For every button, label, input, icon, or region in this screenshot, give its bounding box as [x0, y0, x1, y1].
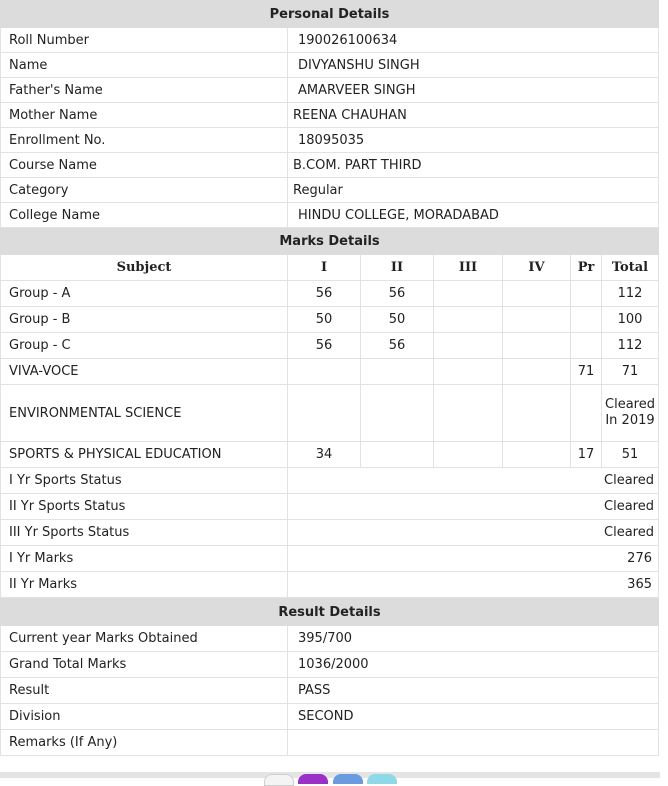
subject-cell: SPORTS & PHYSICAL EDUCATION	[1, 442, 288, 468]
total-cell: 71	[602, 359, 659, 385]
name-label: Name	[1, 53, 288, 78]
column-header-subject: Subject	[1, 255, 288, 281]
mother-name-value: REENA CHAUHAN	[288, 103, 659, 128]
paper-ii-cell	[361, 385, 434, 442]
subject-cell: Group - C	[1, 333, 288, 359]
name-value: DIVYANSHU SINGH	[288, 53, 659, 78]
table-row	[1, 153, 659, 178]
table-row	[1, 281, 659, 307]
practical-cell	[571, 281, 602, 307]
father-name-value: AMARVEER SINGH	[288, 78, 659, 103]
paper-iv-cell	[503, 333, 571, 359]
paper-iv-cell	[503, 307, 571, 333]
marks-details-header: Marks Details	[1, 229, 659, 255]
paper-iv-cell	[503, 442, 571, 468]
column-header-total: Total	[602, 255, 659, 281]
column-header-pr: Pr	[571, 255, 602, 281]
table-row	[1, 385, 659, 442]
total-cell: 112	[602, 333, 659, 359]
paper-ii-cell: 50	[361, 307, 434, 333]
paper-i-cell: 56	[288, 281, 361, 307]
table-row	[1, 103, 659, 128]
mother-name-label: Mother Name	[1, 103, 288, 128]
practical-cell: 17	[571, 442, 602, 468]
category-value: Regular	[288, 178, 659, 203]
summary-label: II Yr Sports Status	[1, 494, 288, 520]
table-row	[1, 704, 659, 730]
table-row	[1, 203, 659, 228]
college-name-value: HINDU COLLEGE, MORADABAD	[288, 203, 659, 228]
subject-cell: ENVIRONMENTAL SCIENCE	[1, 385, 288, 442]
table-row	[1, 178, 659, 203]
remarks-value	[288, 730, 659, 756]
grand-total-value: 1036/2000	[288, 652, 659, 678]
division-value: SECOND	[288, 704, 659, 730]
grand-total-label: Grand Total Marks	[1, 652, 288, 678]
paper-ii-cell: 56	[361, 333, 434, 359]
paper-i-cell: 50	[288, 307, 361, 333]
paper-iii-cell	[434, 307, 503, 333]
summary-value: Cleared	[288, 520, 659, 546]
paper-iii-cell	[434, 281, 503, 307]
column-header-i: I	[288, 255, 361, 281]
paper-iv-cell	[503, 281, 571, 307]
table-row	[1, 652, 659, 678]
share-button[interactable]	[298, 774, 328, 784]
practical-cell	[571, 307, 602, 333]
division-label: Division	[1, 704, 288, 730]
table-row	[1, 28, 659, 53]
summary-label: II Yr Marks	[1, 572, 288, 598]
current-marks-label: Current year Marks Obtained	[1, 626, 288, 652]
paper-i-cell	[288, 359, 361, 385]
summary-value: 365	[288, 572, 659, 598]
column-header-iv: IV	[503, 255, 571, 281]
summary-value: Cleared	[288, 494, 659, 520]
paper-i-cell: 34	[288, 442, 361, 468]
practical-cell	[571, 333, 602, 359]
table-row	[1, 678, 659, 704]
personal-details-header: Personal Details	[1, 1, 659, 28]
share-button[interactable]	[264, 774, 294, 786]
result-label: Result	[1, 678, 288, 704]
paper-ii-cell	[361, 442, 434, 468]
paper-ii-cell	[361, 359, 434, 385]
course-name-value: B.COM. PART THIRD	[288, 153, 659, 178]
table-row	[1, 520, 659, 546]
practical-cell: 71	[571, 359, 602, 385]
subject-cell: VIVA-VOCE	[1, 359, 288, 385]
roll-number-label: Roll Number	[1, 28, 288, 53]
paper-i-cell: 56	[288, 333, 361, 359]
table-row	[1, 78, 659, 103]
practical-cell	[571, 385, 602, 442]
enrollment-label: Enrollment No.	[1, 128, 288, 153]
result-details-table	[0, 598, 659, 756]
course-name-label: Course Name	[1, 153, 288, 178]
share-button[interactable]	[333, 774, 363, 784]
table-row	[1, 626, 659, 652]
marks-column-headers	[1, 255, 659, 281]
total-cell: 100	[602, 307, 659, 333]
subject-cell: Group - B	[1, 307, 288, 333]
table-row	[1, 572, 659, 598]
result-value: PASS	[288, 678, 659, 704]
table-row	[1, 546, 659, 572]
total-cell: 112	[602, 281, 659, 307]
paper-iv-cell	[503, 385, 571, 442]
paper-iii-cell	[434, 333, 503, 359]
total-cell: Cleared In 2019	[602, 385, 659, 442]
paper-iii-cell	[434, 359, 503, 385]
subject-cell: Group - A	[1, 281, 288, 307]
father-name-label: Father's Name	[1, 78, 288, 103]
result-details-header: Result Details	[1, 599, 659, 626]
table-row	[1, 730, 659, 756]
roll-number-value: 190026100634	[288, 28, 659, 53]
paper-ii-cell: 56	[361, 281, 434, 307]
summary-label: I Yr Sports Status	[1, 468, 288, 494]
paper-i-cell	[288, 385, 361, 442]
table-row	[1, 333, 659, 359]
share-button[interactable]	[367, 774, 397, 784]
paper-iii-cell	[434, 442, 503, 468]
summary-label: III Yr Sports Status	[1, 520, 288, 546]
table-row	[1, 307, 659, 333]
paper-iv-cell	[503, 359, 571, 385]
summary-value: 276	[288, 546, 659, 572]
table-row	[1, 494, 659, 520]
table-row	[1, 53, 659, 78]
marks-details-table	[0, 228, 659, 598]
table-row	[1, 468, 659, 494]
current-marks-value: 395/700	[288, 626, 659, 652]
table-row	[1, 128, 659, 153]
category-label: Category	[1, 178, 288, 203]
summary-value: Cleared	[288, 468, 659, 494]
college-name-label: College Name	[1, 203, 288, 228]
paper-iii-cell	[434, 385, 503, 442]
table-row	[1, 359, 659, 385]
column-header-ii: II	[361, 255, 434, 281]
personal-details-table	[0, 0, 659, 228]
table-row	[1, 442, 659, 468]
remarks-label: Remarks (If Any)	[1, 730, 288, 756]
column-header-iii: III	[434, 255, 503, 281]
footer-bar	[0, 772, 660, 778]
enrollment-value: 18095035	[288, 128, 659, 153]
total-cell: 51	[602, 442, 659, 468]
summary-label: I Yr Marks	[1, 546, 288, 572]
